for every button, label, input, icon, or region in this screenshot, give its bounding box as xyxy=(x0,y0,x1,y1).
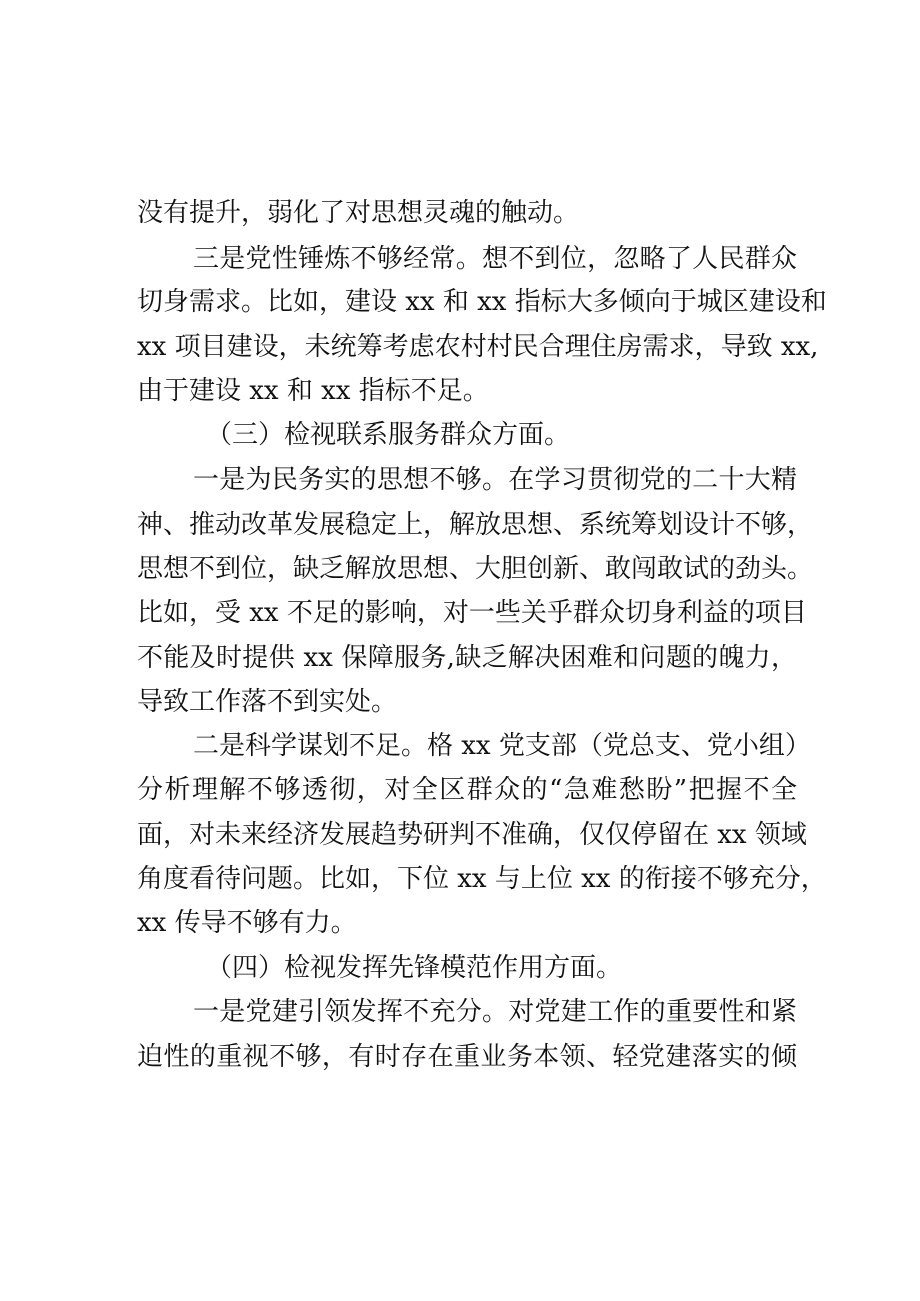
text-line: 切身需求。比如，建设 xx 和 xx 指标大多倾向于城区建设和 xyxy=(137,287,827,317)
text-line: 面，对未来经济发展趋势研判不准确，仅仅停留在 xx 领域 xyxy=(137,820,807,850)
text-line: 分析理解不够透彻，对全区群众的“急难愁盼”把握不全 xyxy=(137,775,797,805)
text-line: xx 项目建设，未统筹考虑农村村民合理住房需求，导致 xx, xyxy=(137,332,819,362)
text-line: 由于建设 xx 和 xx 指标不足。 xyxy=(137,376,489,406)
text-line: 迫性的重视不够，有时存在重业务本领、轻党建落实的倾 xyxy=(137,1042,797,1072)
paragraph-first-line: 二是科学谋划不足。格 xx 党支部（党总支、党小组） xyxy=(193,731,811,761)
section-heading: （三）检视联系服务群众方面。 xyxy=(206,420,571,450)
text-line: 导致工作落不到实处。 xyxy=(137,687,398,717)
text-line: 思想不到位，缺乏解放思想、大胆创新、敢闯敢试的劲头。 xyxy=(137,554,814,584)
text-line: 比如，受 xx 不足的影响，对一些关乎群众切身利益的项目 xyxy=(137,598,807,628)
paragraph-first-line: 三是党性锤炼不够经常。想不到位，忽略了人民群众 xyxy=(193,244,797,274)
section-heading: （四）检视发挥先锋模范作用方面。 xyxy=(206,953,623,983)
text-line: 没有提升，弱化了对思想灵魂的触动。 xyxy=(137,198,580,228)
paragraph-first-line: 一是党建引领发挥不充分。对党建工作的重要性和紧 xyxy=(193,997,797,1027)
paragraph-first-line: 一是为民务实的思想不够。在学习贯彻党的二十大精 xyxy=(193,465,797,495)
text-line: xx 传导不够有力。 xyxy=(137,908,357,938)
text-line: 角度看待问题。比如，下位 xx 与上位 xx 的衔接不够充分， xyxy=(137,864,827,894)
text-line: 神、推动改革发展稳定上，解放思想、系统筹划设计不够， xyxy=(137,510,814,540)
text-line: 不能及时提供 xx 保障服务,缺乏解决困难和问题的魄力， xyxy=(137,643,797,673)
